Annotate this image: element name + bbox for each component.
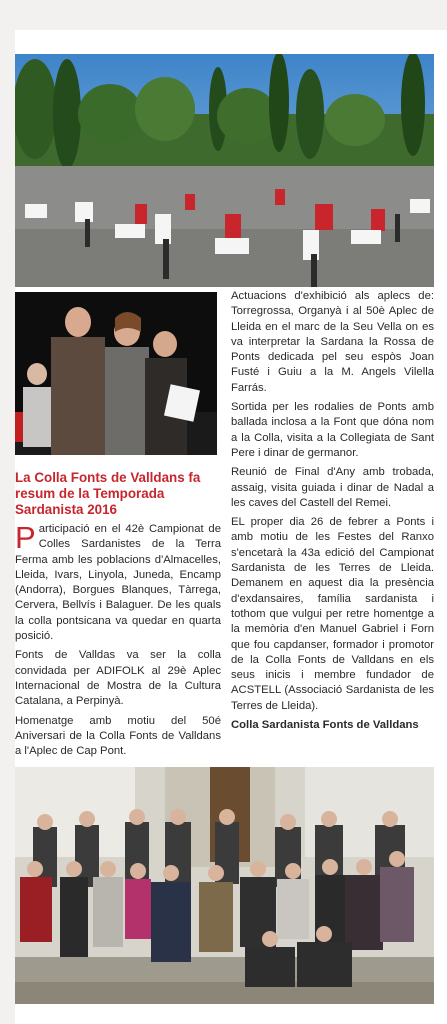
photo-award-ceremony — [15, 292, 217, 455]
paragraph-sortida: Sortida per les rodalies de Ponts amb ballada inclosa a la Font que dóna nom a la Colla, visita a la Collegiata de Sant Pere i dinar de germanor. — [231, 401, 434, 459]
magazine-page — [15, 30, 447, 1024]
photo-group — [15, 767, 434, 1004]
photo-dancers-outdoor — [15, 54, 434, 287]
article-column-right — [231, 289, 434, 737]
drop-cap: P — [15, 520, 36, 555]
paragraph-adifolk: Fonts de Valldas va ser la colla convidada per ADIFOLK al 29è Aplec Internacional de Mostra de la Cultura Catalana, a Perpinyà. — [15, 649, 221, 708]
paragraph-reunio: Reunió de Final d'Any amb trobada, assaig, visita guiada i dinar de Nadal a les caves del Castell del Remei. — [231, 466, 434, 509]
paragraph-campionat: Participació en el 42è Campionat de Colles Sardanistes de la Terra Ferma amb les poblacions d'Almacelles, Lleida, Ivars, Linyola, Juneda, Encamp (Andorra), Borgues Blanques, Tàrrega, Cervera, Bellvís i Balaguer. De les quals la colla pontsicana va quedar en quarta posició. — [15, 520, 221, 643]
top-margin — [0, 0, 447, 30]
article-column-left — [15, 522, 221, 763]
paragraph-actuacions: Actuacions d'exhibició als aplecs de: Torregrossa, Organyà i al 50è Aplec de Lleida en el marc de la Seu Vella on es va interpretar la Sardana la Rossa de Ponts dedicada pel seu espòs Joan Fusté i Guiu a la M. Angels Vilella Farrás. — [231, 290, 434, 394]
article-headline: La Colla Fonts de Valldans fa resum de la Temporada Sardanista 2016 — [15, 470, 201, 517]
article-signature: Colla Sardanista Fonts de Valldans — [231, 719, 419, 732]
paragraph-proper: EL proper dia 26 de febrer a Ponts i amb motiu de les Festes del Ranxo s'encetarà la 43a edició del Campionat Sardanista de les Terres de Lleida. Demanem en aquest dia la presència d'exdansaires, família sardanista i tothom que vulgui per retre homentge a la memòria d'en Manuel Gabriel i Forn que fou capdanser, formador i promotor de la Colla Fonts de Valldans en els seus inicis i membre fundador de ACSTELL (Associació Sardanista de les Terres de Lleida). — [231, 516, 434, 712]
paragraph-homenatge: Homenatge amb motiu del 50é Aniversari de la Colla Fonts de Valldans a l'Aplec de Cap Pont. — [15, 714, 221, 758]
